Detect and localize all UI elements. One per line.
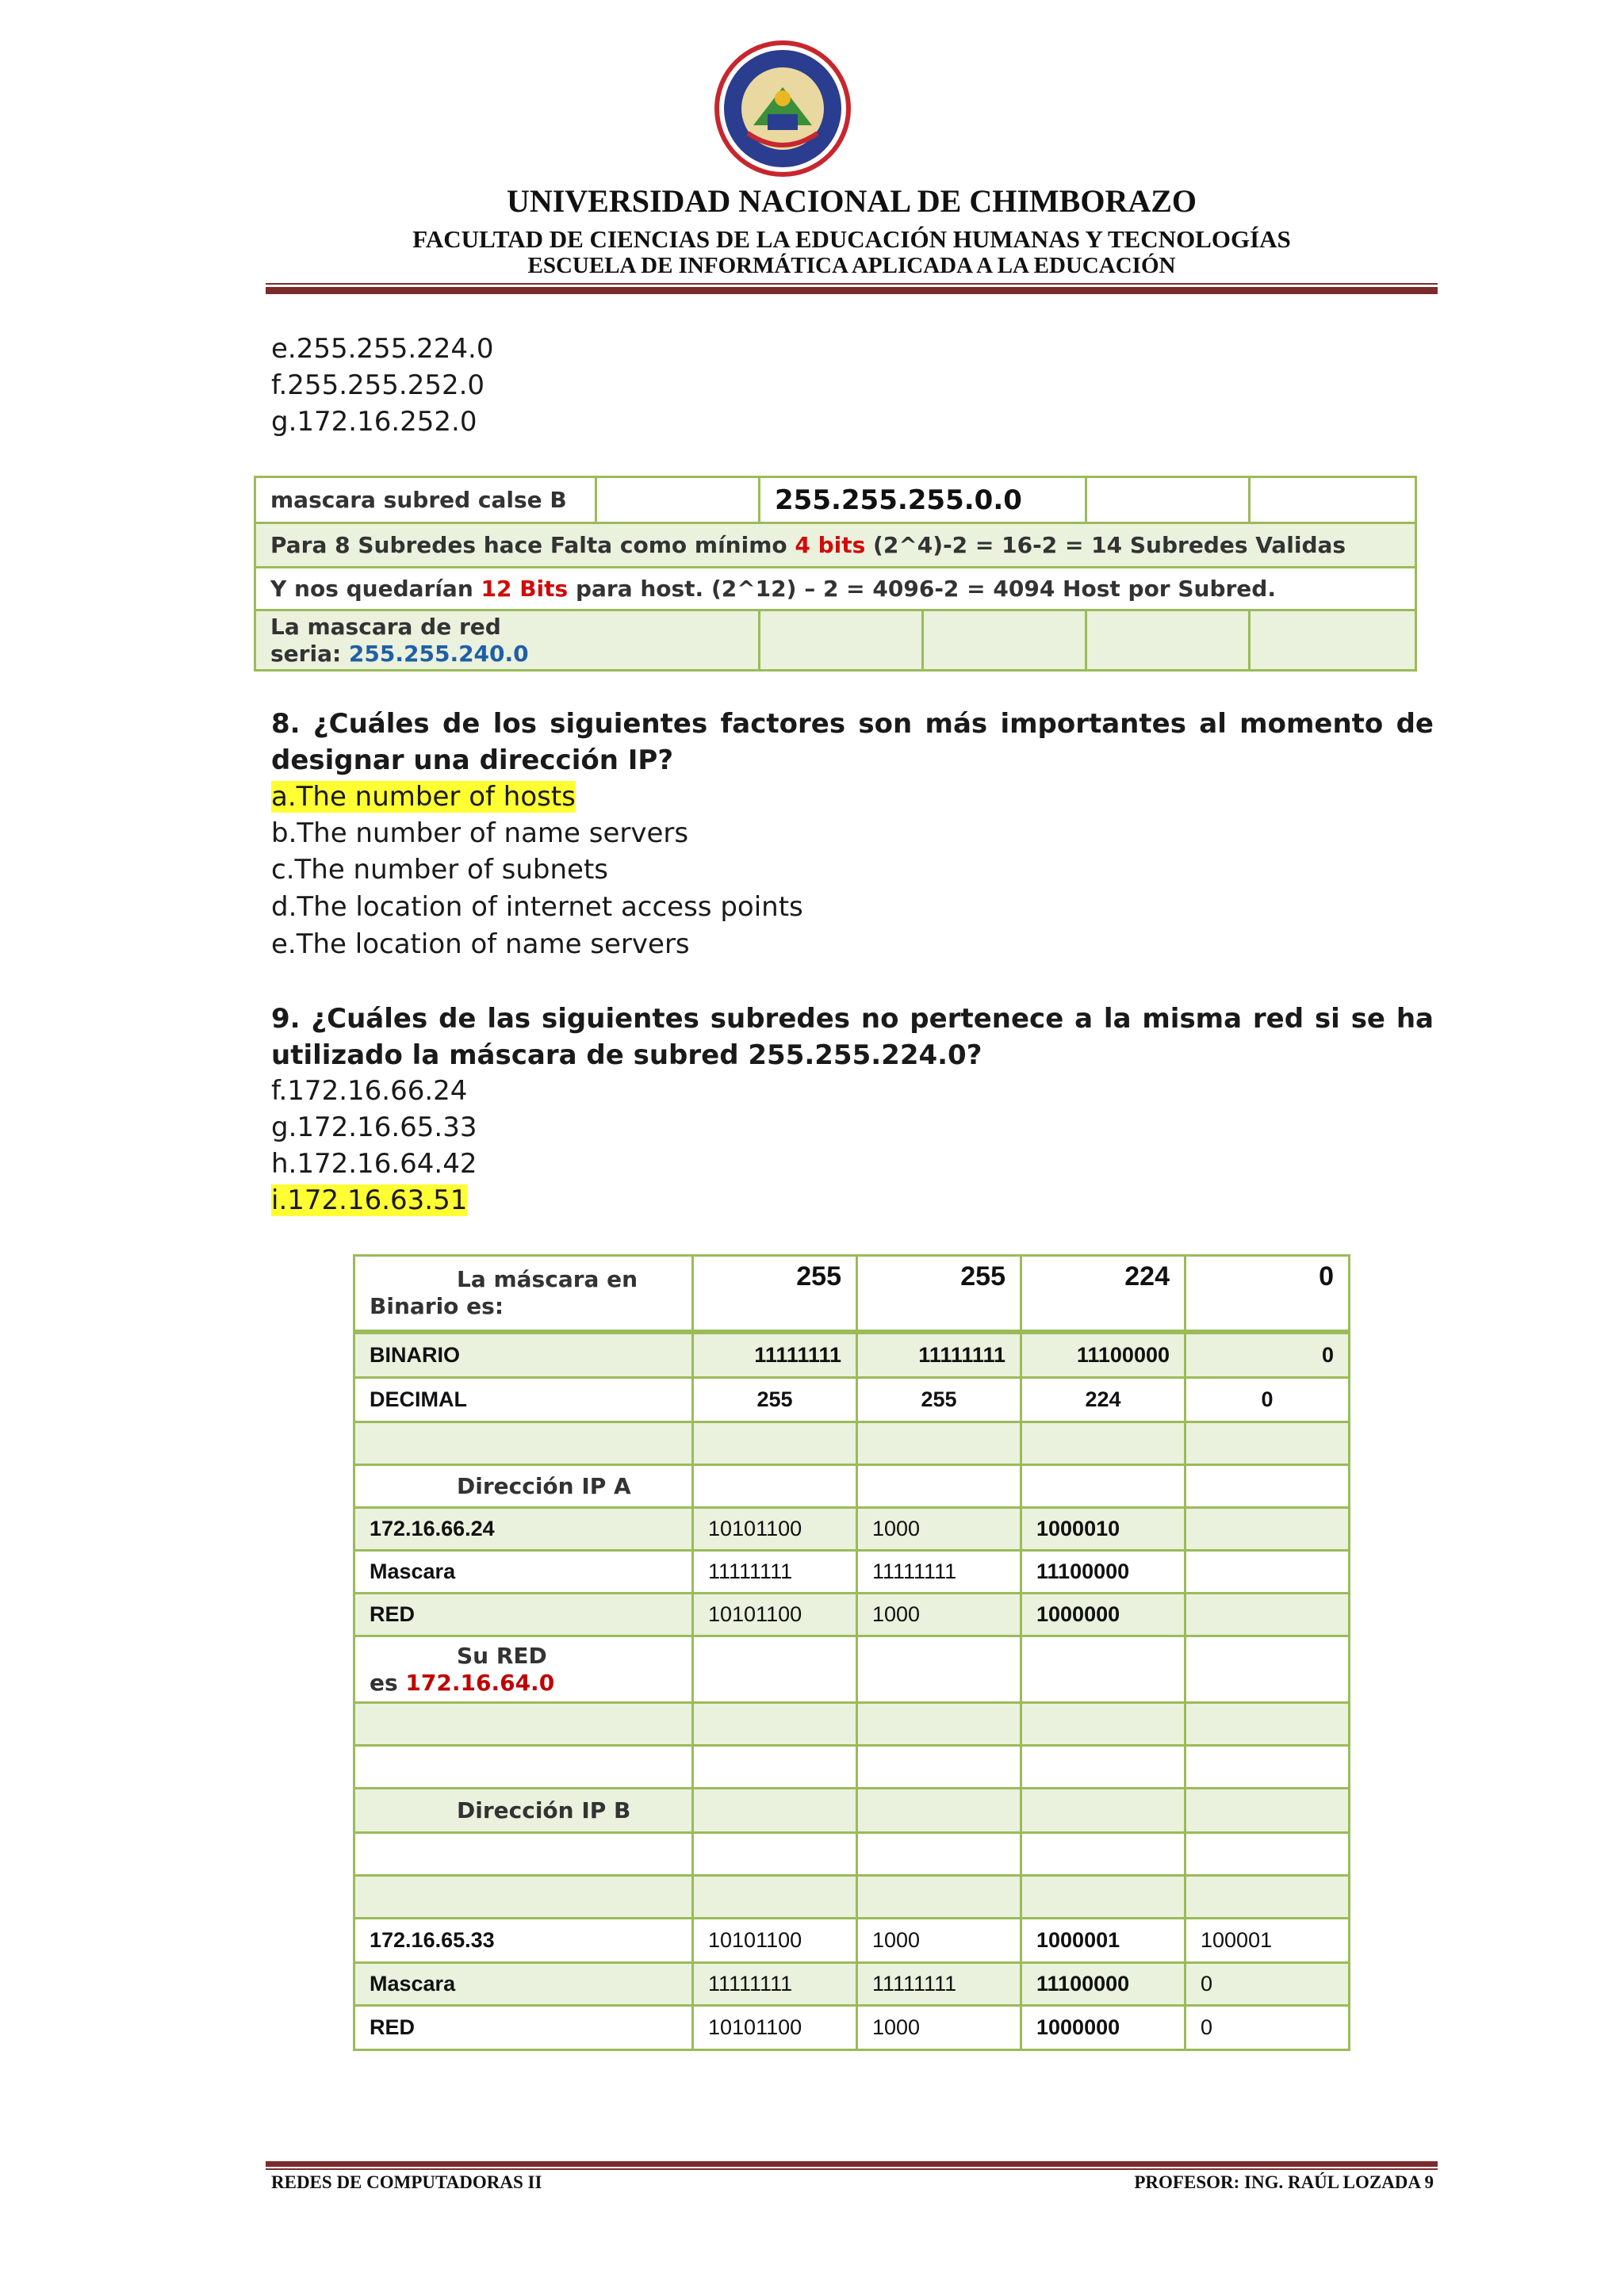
table-cell: 11100000 — [1021, 1963, 1185, 2006]
table-cell — [1021, 1465, 1185, 1508]
school-name: ESCUELA DE INFORMÁTICA APLICADA A LA EDUCACIÓN — [527, 253, 1176, 278]
table-row — [354, 1703, 1350, 1746]
table-cell: Dirección IP A — [354, 1465, 693, 1508]
question-8-option: c.The number of subnets — [271, 854, 608, 886]
table-cell: 255 — [857, 1256, 1021, 1332]
table-cell: La mascara de red seria: 255.255.240.0 — [255, 610, 760, 671]
table-cell: 172.16.65.33 — [354, 1919, 693, 1963]
header-rule-thin — [266, 283, 1438, 285]
table-cell: 255.255.255.0.0 — [760, 477, 1086, 523]
table-cell: 10101100 — [693, 2006, 857, 2050]
table-cell: 1000 — [857, 2006, 1021, 2050]
table-cell: 0 — [1185, 1963, 1350, 2006]
table-cell: 224 — [1021, 1378, 1185, 1422]
table-cell — [1185, 1703, 1350, 1746]
table-cell: 0 — [1185, 1256, 1350, 1332]
table-cell: 0 — [1185, 2006, 1350, 2050]
table-cell — [1021, 1422, 1185, 1465]
highlighted-answer: i.172.16.63.51 — [271, 1184, 468, 1216]
table-row — [354, 1465, 1350, 1508]
university-seal-logo — [712, 38, 853, 179]
table-cell: BINARIO — [354, 1332, 693, 1378]
table-cell — [1021, 1703, 1185, 1746]
table-cell — [857, 1465, 1021, 1508]
table-cell: 224 — [1021, 1256, 1185, 1332]
header-rule-thick — [266, 287, 1438, 294]
footer-rule-thin — [266, 2168, 1438, 2170]
table-cell — [693, 1833, 857, 1876]
table-row — [354, 1789, 1350, 1833]
table-cell — [857, 1746, 1021, 1789]
table-cell — [1185, 1465, 1350, 1508]
table-cell: 0 — [1185, 1378, 1350, 1422]
table-cell — [693, 1465, 857, 1508]
table-cell — [693, 1876, 857, 1919]
table-cell: 172.16.66.24 — [354, 1508, 693, 1551]
table-cell: 255 — [857, 1378, 1021, 1422]
footer-professor: PROFESOR: ING. RAÚL LOZADA 9 — [1134, 2172, 1434, 2192]
table-cell: 11111111 — [693, 1332, 857, 1378]
table-cell — [354, 1703, 693, 1746]
table-row — [354, 1876, 1350, 1919]
question-9-title: 9. ¿Cuáles de las siguientes subredes no pertenece a la misma red si se ha utilizado la máscara de subred 255.255.224.0? — [271, 1003, 1434, 1071]
table-cell: 11111111 — [857, 1963, 1021, 2006]
table-cell — [1021, 1876, 1185, 1919]
footer-course: REDES DE COMPUTADORAS II — [271, 2172, 542, 2192]
table-row — [354, 1963, 1350, 2006]
table-cell: 0 — [1185, 1332, 1350, 1378]
table-cell: 1000 — [857, 1919, 1021, 1963]
table-cell: 11111111 — [693, 1963, 857, 2006]
question-9-option — [271, 1184, 467, 1216]
table-row — [354, 1332, 1350, 1378]
question-8-option: d.The location of internet access points — [271, 891, 803, 923]
table-cell — [1185, 1636, 1350, 1703]
table-row — [354, 1508, 1350, 1551]
university-name: UNIVERSIDAD NACIONAL DE CHIMBORAZO — [506, 183, 1197, 219]
table-cell — [1021, 1833, 1185, 1876]
table-row — [354, 2006, 1350, 2050]
table-cell: Mascara — [354, 1551, 693, 1594]
table-row — [255, 610, 1416, 671]
table-cell: 11111111 — [857, 1551, 1021, 1594]
table-cell — [857, 1876, 1021, 1919]
table-cell: Para 8 Subredes hace Falta como mínimo 4 bits (2^4)-2 = 16-2 = 14 Subredes Validas — [255, 523, 1416, 568]
table-cell — [857, 1789, 1021, 1833]
table-cell — [1185, 1746, 1350, 1789]
table-cell — [354, 1746, 693, 1789]
option-line: f.255.255.252.0 — [271, 369, 485, 401]
table-cell — [693, 1636, 857, 1703]
table-cell: La máscara en Binario es: — [354, 1256, 693, 1332]
table-cell: 10101100 — [693, 1919, 857, 1963]
table-cell — [857, 1422, 1021, 1465]
question-8-option — [271, 781, 576, 813]
question-8-title: 8. ¿Cuáles de los siguientes factores son más importantes al momento de designar una dirección IP? — [271, 708, 1434, 776]
table-row — [354, 1636, 1350, 1703]
table-cell — [693, 1703, 857, 1746]
table-cell: 10101100 — [693, 1594, 857, 1636]
table-cell — [693, 1746, 857, 1789]
question-9-option: h.172.16.64.42 — [271, 1148, 477, 1180]
table-row — [255, 568, 1416, 610]
table-row — [354, 1594, 1350, 1636]
table-cell — [693, 1789, 857, 1833]
table-row — [354, 1422, 1350, 1465]
table-cell — [1185, 1508, 1350, 1551]
table-cell — [354, 1876, 693, 1919]
table-cell — [1185, 1876, 1350, 1919]
option-line: g.172.16.252.0 — [271, 406, 477, 438]
table-cell: 11100000 — [1021, 1332, 1185, 1378]
table-cell: RED — [354, 1594, 693, 1636]
table-cell: 11100000 — [1021, 1551, 1185, 1594]
table-row — [354, 1919, 1350, 1963]
table-cell — [1021, 1746, 1185, 1789]
table-cell — [1021, 1636, 1185, 1703]
binary-mask-table — [353, 1254, 1350, 2051]
table-cell — [596, 477, 760, 523]
table-cell — [354, 1422, 693, 1465]
table-cell — [923, 610, 1086, 671]
option-line: e.255.255.224.0 — [271, 333, 494, 365]
faculty-name: FACULTAD DE CIENCIAS DE LA EDUCACIÓN HUMANAS Y TECNOLOGÍAS — [412, 225, 1291, 253]
table-cell: DECIMAL — [354, 1378, 693, 1422]
table-cell — [1086, 477, 1250, 523]
table-cell: 255 — [693, 1378, 857, 1422]
table-cell: 10101100 — [693, 1508, 857, 1551]
table-row — [354, 1746, 1350, 1789]
question-9-option: g.172.16.65.33 — [271, 1112, 477, 1143]
table-cell — [1185, 1833, 1350, 1876]
table-cell — [1086, 610, 1250, 671]
table-cell: 1000 — [857, 1594, 1021, 1636]
table-cell: 1000010 — [1021, 1508, 1185, 1551]
table-row — [354, 1378, 1350, 1422]
table-cell — [760, 610, 923, 671]
table-row — [255, 477, 1416, 523]
table-cell — [857, 1636, 1021, 1703]
table-cell: mascara subred calse B — [255, 477, 596, 523]
table-row — [354, 1833, 1350, 1876]
table-row — [354, 1551, 1350, 1594]
table-cell: 1000000 — [1021, 1594, 1185, 1636]
table-cell: 11111111 — [693, 1551, 857, 1594]
table-cell: 255 — [693, 1256, 857, 1332]
table-cell — [354, 1833, 693, 1876]
table-cell: 100001 — [1185, 1919, 1350, 1963]
highlighted-answer: a.The number of hosts — [271, 781, 576, 813]
table-cell: 1000000 — [1021, 2006, 1185, 2050]
question-8-option: b.The number of name servers — [271, 817, 689, 849]
table-cell: Su RED es 172.16.64.0 — [354, 1636, 693, 1703]
footer-rule-thick — [266, 2161, 1438, 2167]
table-cell: Dirección IP B — [354, 1789, 693, 1833]
table-row — [354, 1256, 1350, 1332]
table-cell — [1185, 1422, 1350, 1465]
question-9-option: f.172.16.66.24 — [271, 1075, 468, 1107]
table-cell: Y nos quedarían 12 Bits para host. (2^12) – 2 = 4096-2 = 4094 Host por Subred. — [255, 568, 1416, 610]
table-cell: Mascara — [354, 1963, 693, 2006]
table-cell — [1185, 1594, 1350, 1636]
table-cell: 1000 — [857, 1508, 1021, 1551]
table-cell: 1000001 — [1021, 1919, 1185, 1963]
table-cell — [1185, 1551, 1350, 1594]
table-cell — [1250, 477, 1416, 523]
table-cell: 11111111 — [857, 1332, 1021, 1378]
table-cell — [1185, 1789, 1350, 1833]
table-cell — [1250, 610, 1416, 671]
table-row — [255, 523, 1416, 568]
table-cell — [857, 1703, 1021, 1746]
table-cell: RED — [354, 2006, 693, 2050]
question-8-option: e.The location of name servers — [271, 928, 690, 960]
table-cell — [693, 1422, 857, 1465]
table-cell — [857, 1833, 1021, 1876]
subnet-mask-table — [254, 476, 1417, 672]
table-cell — [1021, 1789, 1185, 1833]
